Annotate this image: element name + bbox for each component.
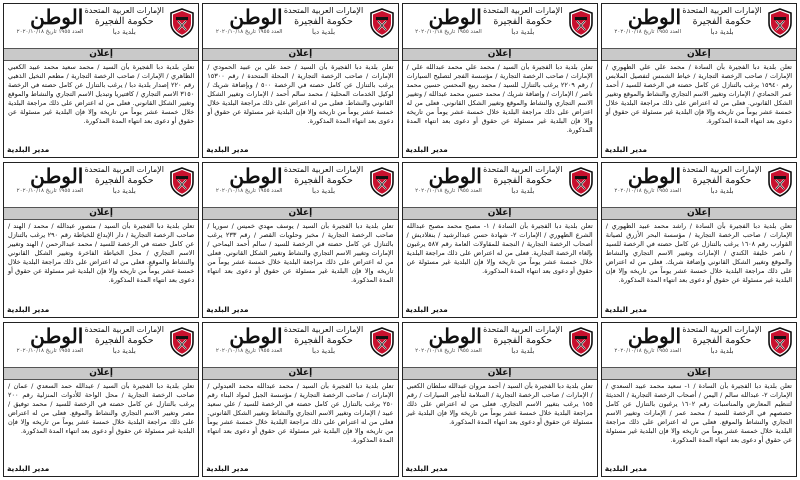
classified-ad-2 xyxy=(202,3,398,158)
government-block xyxy=(681,165,763,196)
signature: مدير البلدية xyxy=(604,145,648,155)
municipality-name: بلدية دبا xyxy=(112,187,136,196)
announcement-banner: إعلان xyxy=(4,48,198,61)
ad-body-text: تعلن بلدية دبا الفجيرة بأن السادة / ١- مصبح محمد مصبح عبدالله الشرع الظهوري / الإمارات ٢- شهادة حسن عبدالرشيد / بنغلاديش / أصحاب الرخصة التجارية / النجمة للمقاولات العامة رقم ٥٨٧ يرغبون بإلغاء الرخصة التجارية. فعلى من له اعتراض على ذلك مراجعة البلدية خلال خمسة عشر يوماً من تاريخه وإلا فإن البلدية غير مسئولة عن حقوق أو دعوى بعد انتهاء المدة المذكورة. xyxy=(406,222,593,276)
newspaper-masthead xyxy=(206,6,282,36)
classified-ad-1 xyxy=(3,3,199,158)
ad-header xyxy=(206,165,394,205)
uae-label: الإمارات العربية المتحدة xyxy=(682,6,762,15)
newspaper-name: الوطن xyxy=(30,164,84,189)
classified-ad-6 xyxy=(202,162,398,317)
ad-header xyxy=(206,6,394,46)
issue-info: العدد ١٩٥٥ تاريخ ٢٠٢٠/١٠/١٨ xyxy=(16,29,84,35)
signature: مدير البلدية xyxy=(405,145,448,155)
fujairah-emblem-icon xyxy=(767,327,793,357)
newspaper-name: الوطن xyxy=(627,5,681,29)
signature: مدير البلدية xyxy=(405,304,448,314)
newspaper-name: الوطن xyxy=(229,164,283,189)
municipality-name: بلدية دبا xyxy=(311,28,336,36)
government-name: حكومة الفجيرة xyxy=(94,175,154,187)
signature: مدير البلدية xyxy=(7,304,50,314)
fujairah-emblem-icon xyxy=(568,167,594,197)
municipality-name: بلدية دبا xyxy=(112,346,136,355)
government-name: حكومة الفجيرة xyxy=(94,16,154,27)
municipality-name: بلدية دبا xyxy=(112,28,136,36)
newspaper-name: الوطن xyxy=(229,323,283,348)
signature: مدير البلدية xyxy=(206,463,249,473)
announcement-banner: إعلان xyxy=(602,207,796,220)
announcement-banner: إعلان xyxy=(602,48,796,61)
ad-body-text: تعلن بلدية دبا الفجيرة بأن السيد / يوسف مهدي خميس / سوريا / صاحب الرخصة التجارية / مخبز وحلويات القصر / رقم ٢٣٣ يرغب بالتنازل عن كامل حصته في الرخصة للسيد / سالم أحمد اليماحي / الإمارات وتغيير الاسم التجاري والنشاط وتغيير الشكل القانوني. فعلى من له اعتراض على ذلك مراجعة البلدية خلال خمسة عشر يوماً من تاريخه وإلا فإن البلدية غير مسئولة عن حقوق أو دعوى بعد انتهاء المدة المذكورة. xyxy=(207,222,394,285)
issue-info: العدد ١٩٥٥ تاريخ ٢٠٢٠/١٠/١٨ xyxy=(614,347,681,354)
fujairah-emblem-icon xyxy=(568,327,594,357)
government-block xyxy=(283,6,365,37)
fujairah-emblem-icon xyxy=(767,8,793,38)
newspaper-name: الوطن xyxy=(30,323,84,348)
announcement-banner: إعلان xyxy=(403,367,597,380)
government-block xyxy=(283,325,365,356)
classified-ad-9 xyxy=(3,322,199,477)
newspaper-masthead xyxy=(605,325,681,355)
classified-ad-10 xyxy=(202,322,398,477)
ad-header xyxy=(605,6,793,46)
government-block xyxy=(681,325,763,356)
fujairah-emblem-icon xyxy=(568,8,594,38)
government-name: حكومة الفجيرة xyxy=(493,16,553,27)
issue-info: العدد ١٩٥٥ تاريخ ٢٠٢٠/١٠/١٨ xyxy=(16,347,84,354)
issue-info: العدد ١٩٥٥ تاريخ ٢٠٢٠/١٠/١٨ xyxy=(16,188,84,195)
fujairah-emblem-icon xyxy=(369,8,395,38)
municipality-name: بلدية دبا xyxy=(511,346,535,355)
ad-header xyxy=(605,165,793,205)
classified-ad-12 xyxy=(601,322,797,477)
government-name: حكومة الفجيرة xyxy=(294,175,353,187)
announcement-banner: إعلان xyxy=(4,207,198,220)
ad-header xyxy=(7,165,195,205)
classified-ad-5 xyxy=(3,162,199,317)
announcement-banner: إعلان xyxy=(602,367,796,380)
newspaper-name: الوطن xyxy=(627,323,681,348)
newspaper-name: الوطن xyxy=(627,164,681,189)
ad-header xyxy=(206,325,394,365)
announcement-banner: إعلان xyxy=(403,48,597,61)
government-block xyxy=(83,325,165,356)
municipality-name: بلدية دبا xyxy=(511,28,535,36)
uae-label: الإمارات العربية المتحدة xyxy=(483,165,563,175)
uae-label: الإمارات العربية المتحدة xyxy=(84,6,164,15)
municipality-name: بلدية دبا xyxy=(311,346,336,355)
uae-label: الإمارات العربية المتحدة xyxy=(483,324,563,334)
newspaper-masthead xyxy=(406,6,482,36)
ad-body-text: تعلن بلدية دبا الفجيرة بأن السيد / محمد سعيد محمد عبيد الكعبي الظاهري / الإمارات / صاحب الرخصة التجارية / مطعم النخيل الذهبي رقم ٢٢٠ إصدار بلدية دبا / يرغب بالتنازل عن كامل حصته في الرخصة ٣١٥٠ الاسم التجاري / كافتيريا وتبديل الاسم التجاري والنشاط والموقع وتغيير الشكل القانوني. فعلى من له اعتراض على ذلك مراجعة البلدية خلال خمسة عشر يوماً من تاريخه وإلا فإن البلدية غير مسئولة عن حقوق أو دعوى بعد انتهاء المدة المذكورة. xyxy=(8,63,195,125)
signature: مدير البلدية xyxy=(7,463,50,473)
issue-info: العدد ١٩٥٥ تاريخ ٢٠٢٠/١٠/١٨ xyxy=(415,188,482,195)
issue-info: العدد ١٩٥٥ تاريخ ٢٠٢٠/١٠/١٨ xyxy=(614,29,681,35)
classified-ad-7 xyxy=(402,162,598,317)
government-block xyxy=(283,165,365,196)
announcement-banner: إعلان xyxy=(203,207,397,220)
government-name: حكومة الفجيرة xyxy=(493,175,553,187)
government-name: حكومة الفجيرة xyxy=(94,334,154,346)
issue-info: العدد ١٩٥٥ تاريخ ٢٠٢٠/١٠/١٨ xyxy=(415,347,482,354)
ad-body-text: تعلن بلدية دبا الفجيرة بأن السيد / محمد علي محمد عبدالله علي / الإمارات / صاحب الرخصة التجارية / مؤسسة الفجر لتصليح السيارات / رقم ٢٢٠٩ يرغب بالتنازل للسيد / محمد ربيع المحسن حسين محمد ناصر / الإمارات / وإضافة شريك / محمد حسين محمد عبدالله / وتغيير الاسم التجاري والنشاط والموقع وتغيير الشكل القانوني. فعلى من له اعتراض على ذلك مراجعة البلدية خلال خمسة عشر يوماً من تاريخه وإلا فإن البلدية غير مسئولة عن حقوق أو دعوى بعد انتهاء المدة المذكورة. xyxy=(406,63,593,134)
newspaper-name: الوطن xyxy=(428,5,482,29)
newspaper-name: الوطن xyxy=(428,323,482,348)
ad-body-text: تعلن بلدية دبا الفجيرة بأن السيد / محمد عبدالله محمد العبدولي / الإمارات / صاحب الرخصة التجارية / مؤسسة الجبل لمواد البناء رقم ٢٥٠ يرغب بالتنازل عن كامل حصته في الرخصة للسيد / علي سعيد عبيد / الإمارات وتغيير الاسم التجاري والنشاط وتغيير الشكل القانوني. فعلى من له اعتراض على ذلك مراجعة البلدية خلال خمسة عشر يوماً من تاريخه وإلا فإن البلدية غير مسئولة عن حقوق أو دعوى بعد انتهاء المدة المذكورة. xyxy=(207,381,394,444)
classified-ads-grid xyxy=(3,3,797,477)
issue-info: العدد ١٩٥٥ تاريخ ٢٠٢٠/١٠/١٨ xyxy=(215,29,283,35)
newspaper-masthead xyxy=(7,165,83,195)
signature: مدير البلدية xyxy=(7,145,50,155)
signature: مدير البلدية xyxy=(206,145,249,155)
ad-header xyxy=(406,165,594,205)
newspaper-masthead xyxy=(605,6,681,36)
signature: مدير البلدية xyxy=(405,463,448,473)
uae-label: الإمارات العربية المتحدة xyxy=(283,165,364,175)
announcement-banner: إعلان xyxy=(4,367,198,380)
uae-label: الإمارات العربية المتحدة xyxy=(84,165,164,175)
municipality-name: بلدية دبا xyxy=(710,346,734,355)
newspaper-name: الوطن xyxy=(428,164,482,189)
government-name: حكومة الفجيرة xyxy=(692,334,752,346)
government-name: حكومة الفجيرة xyxy=(294,334,353,346)
government-name: حكومة الفجيرة xyxy=(692,16,752,27)
ad-header xyxy=(7,6,195,46)
ad-body-text: تعلن بلدية دبا الفجيرة بأن السادة / راشد محمد عبيد الظهوري / الإمارات / صاحب الرخصة التجارية / مؤسسة البحر الأزرق لصيانة القوارب رقم ١٦٠٨ يرغب بالتنازل عن كامل حصته في الرخصة للسيد / ناصر خليفة الكندي / الإمارات وتغيير الاسم التجاري والنشاط والموقع وتغيير الشكل القانوني وإضافة شريك. فعلى من له اعتراض على ذلك مراجعة البلدية خلال خمسة عشر يوماً من تاريخه وإلا فإن البلدية غير مسئولة عن حقوق أو دعوى بعد انتهاء المدة المذكورة. xyxy=(605,222,792,285)
classified-ad-3 xyxy=(402,3,598,158)
government-block xyxy=(83,165,165,196)
ad-body-text: تعلن بلدية دبا الفجيرة بأن السادة / ١- سعيد محمد عبيد السعدي / الإمارات ٢- عبدالله سالم / اليمن / أصحاب الرخصة التجارية / الحديثة لتنظيم المعارض والمناسبات رقم ١٦٠٢ يرغبون بالتنازل عن كامل حصصهم في الرخصة للسيد / محمد عمر / الإمارات وتغيير الاسم التجاري والنشاط والموقع. فعلى من له اعتراض على ذلك مراجعة البلدية خلال خمسة عشر يوماً من تاريخه وإلا فإن البلدية غير مسئولة عن حقوق أو دعوى بعد انتهاء المدة المذكورة. xyxy=(605,381,793,444)
government-block xyxy=(681,6,763,37)
issue-info: العدد ١٩٥٥ تاريخ ٢٠٢٠/١٠/١٨ xyxy=(215,188,283,195)
uae-label: الإمارات العربية المتحدة xyxy=(682,324,762,334)
ad-body-text: تعلن بلدية دبا الفجيرة بأن السيد / أحمد مروان عبدالله سلطان الكعبي / الإمارات / صاحب الرخصة التجارية / السلامة لتأجير السيارات / رقم ١٥٥ يرغب بتغيير الاسم التجاري. فعلى من له اعتراض على ذلك مراجعة البلدية خلال خمسة عشر يوماً من تاريخه وإلا فإن البلدية غير مسئولة عن حقوق أو دعوى بعد انتهاء المدة المذكورة. xyxy=(406,381,593,426)
classified-ad-8 xyxy=(601,162,797,317)
issue-info: العدد ١٩٥٥ تاريخ ٢٠٢٠/١٠/١٨ xyxy=(415,29,482,35)
newspaper-name: الوطن xyxy=(30,5,84,29)
municipality-name: بلدية دبا xyxy=(511,187,535,196)
ad-body-text: تعلن بلدية دبا الفجيرة بأن السيد / حمد علي بن عبيد الحمودي / الإمارات / صاحب الرخصة التجارية / المحلة المتحدة / رقم ١٥٣٠٠ يرغب بالتنازل عن كامل حصته في الرخصة ٥٠٠ / وبإضافة شريك / لوكيل الخدمات المحلية / محمد سالم أحمد / الإمارات وتغيير الشكل القانوني والنشاط. فعلى من له اعتراض على ذلك مراجعة البلدية خلال خمسة عشر يوماً من تاريخه وإلا فإن البلدية غير مسئولة عن حقوق أو دعوى بعد انتهاء المدة المذكورة. xyxy=(207,63,394,125)
government-block xyxy=(482,165,564,196)
ad-body-text: تعلن بلدية دبا الفجيرة بأن السيد / منصور عبدالله / محمد / الهند / صاحب الرخصة التجارية / دار الإبداع للخياطة رقم ٢٩٠ يرغب بالتنازل عن كامل حصته في الرخصة للسيد / محمد عبدالرحمن / الهند وتغيير الاسم التجاري / محل الخياطة الفاخرة وتغيير الشكل القانوني والنشاط والموقع. فعلى من له اعتراض على ذلك مراجعة البلدية خلال خمسة عشر يوماً من تاريخه وإلا فإن البلدية غير مسئولة عن حقوق أو دعوى بعد انتهاء المدة المذكورة. xyxy=(8,222,195,285)
ad-body-text: تعلن بلدية دبا الفجيرة بأن السيد / عبدالله حمد السعدي / عمان / صاحب الرخصة التجارية / محل الواحة للأدوات المنزلية رقم ٢٠٠ يرغب بالتنازل عن كامل حصته في الرخصة للسيد / محمد توفيق / مصر وتغيير الاسم التجاري والنشاط والموقع. فعلى من له اعتراض على ذلك مراجعة البلدية خلال خمسة عشر يوماً من تاريخه وإلا فإن البلدية غير مسئولة عن حقوق أو دعوى بعد انتهاء المدة المذكورة. xyxy=(8,381,195,435)
uae-label: الإمارات العربية المتحدة xyxy=(283,324,364,334)
newspaper-masthead xyxy=(7,325,83,355)
newspaper-masthead xyxy=(7,6,83,36)
uae-label: الإمارات العربية المتحدة xyxy=(84,324,164,334)
signature: مدير البلدية xyxy=(604,304,648,314)
uae-label: الإمارات العربية المتحدة xyxy=(682,165,762,175)
municipality-name: بلدية دبا xyxy=(710,28,734,36)
ad-header xyxy=(406,325,594,365)
classified-ad-11 xyxy=(402,322,598,477)
newspaper-masthead xyxy=(406,165,482,195)
government-block xyxy=(482,325,564,356)
signature: مدير البلدية xyxy=(604,463,648,473)
government-name: حكومة الفجيرة xyxy=(294,16,353,27)
municipality-name: بلدية دبا xyxy=(311,187,336,196)
fujairah-emblem-icon xyxy=(767,167,793,197)
announcement-banner: إعلان xyxy=(203,48,397,61)
newspaper-masthead xyxy=(206,325,282,355)
government-block xyxy=(482,6,564,37)
fujairah-emblem-icon xyxy=(369,327,395,357)
issue-info: العدد ١٩٥٥ تاريخ ٢٠٢٠/١٠/١٨ xyxy=(215,347,283,354)
government-name: حكومة الفجيرة xyxy=(493,334,553,346)
signature: مدير البلدية xyxy=(206,304,249,314)
ad-body-text: تعلن بلدية دبا الفجيرة بأن السادة / محمد علي علي الظهوري / الإمارات / صاحب الرخصة التجارية / خياط الشمس لتفصيل الملابس رقم ١٥٩٤٠ يرغب بالتنازل عن كامل حصته في الرخصة للسيد / أحمد عمر الحمادي / الإمارات وتغيير الاسم التجاري والنشاط والموقع وتغيير الشكل القانوني. فعلى من له اعتراض على ذلك مراجعة البلدية خلال خمسة عشر يوماً من تاريخه وإلا فإن البلدية غير مسئولة عن حقوق أو دعوى بعد انتهاء المدة المذكورة. xyxy=(605,63,793,125)
uae-label: الإمارات العربية المتحدة xyxy=(283,6,364,15)
fujairah-emblem-icon xyxy=(169,8,195,38)
government-name: حكومة الفجيرة xyxy=(692,175,752,187)
fujairah-emblem-icon xyxy=(169,327,195,357)
newspaper-masthead xyxy=(605,165,681,195)
ad-header xyxy=(605,325,793,365)
announcement-banner: إعلان xyxy=(403,207,597,220)
municipality-name: بلدية دبا xyxy=(710,187,734,196)
ad-header xyxy=(7,325,195,365)
classified-ad-4 xyxy=(601,3,797,158)
uae-label: الإمارات العربية المتحدة xyxy=(483,6,563,15)
ad-header xyxy=(406,6,594,46)
government-block xyxy=(83,6,165,37)
announcement-banner: إعلان xyxy=(203,367,397,380)
newspaper-name: الوطن xyxy=(229,5,283,29)
issue-info: العدد ١٩٥٥ تاريخ ٢٠٢٠/١٠/١٨ xyxy=(614,188,681,195)
newspaper-masthead xyxy=(206,165,282,195)
fujairah-emblem-icon xyxy=(169,167,195,197)
fujairah-emblem-icon xyxy=(369,167,395,197)
newspaper-masthead xyxy=(406,325,482,355)
